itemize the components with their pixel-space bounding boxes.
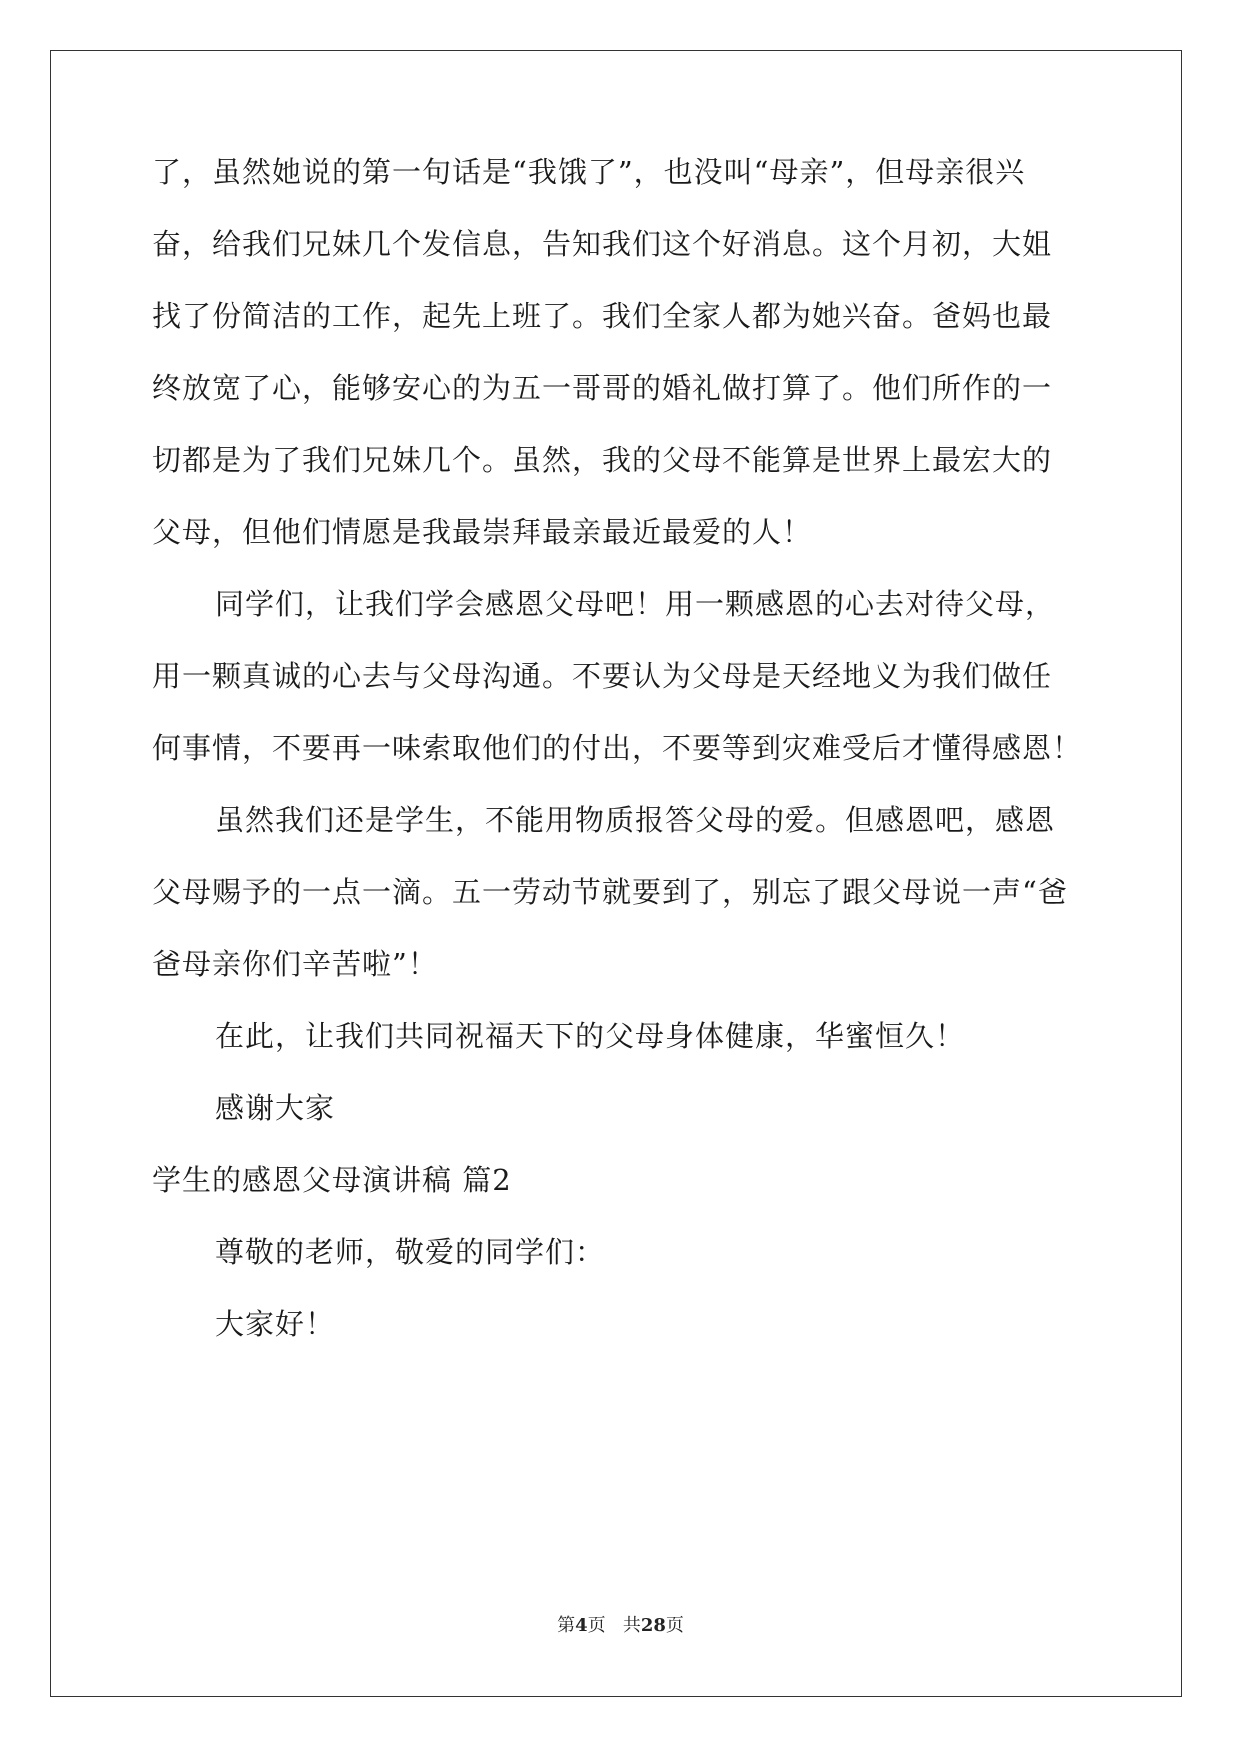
body-text-line: 在此，让我们共同祝福天下的父母身体健康，华蜜恒久！ — [215, 1019, 966, 1053]
page-footer — [0, 1614, 1241, 1638]
page-prefix: 第 — [557, 1615, 576, 1636]
body-text-line: 用一颗真诚的心去与父母沟通。不要认为父母是天经地义为我们做任 — [152, 659, 1053, 693]
body-text-line: 奋，给我们兄妹几个发信息，告知我们这个好消息。这个月初，大姐 — [152, 227, 1053, 261]
body-text-line: 父母，但他们情愿是我最崇拜最亲最近最爱的人！ — [152, 515, 813, 549]
body-text-line: 爸母亲你们辛苦啦”！ — [152, 947, 438, 981]
body-text-line: 了，虽然她说的第一句话是“我饿了”，也没叫“母亲”，但母亲很兴 — [152, 155, 1026, 189]
body-text-line: 尊敬的老师，敬爱的同学们： — [215, 1235, 606, 1269]
body-text-line: 终放宽了心，能够安心的为五一哥哥的婚礼做打算了。他们所作的一 — [152, 371, 1053, 405]
page-total: 28 — [640, 1615, 666, 1636]
body-text-line: 何事情，不要再一味索取他们的付出，不要等到灾难受后才懂得感恩！ — [152, 731, 1083, 765]
body-text-line: 虽然我们还是学生，不能用物质报答父母的爱。但感恩吧，感恩 — [215, 803, 1056, 837]
total-prefix: 共 — [622, 1615, 641, 1636]
body-text-line: 父母赐予的一点一滴。五一劳动节就要到了，别忘了跟父母说一声“爸 — [152, 875, 1068, 909]
body-text-line: 大家好！ — [215, 1307, 336, 1341]
body-text-line: 感谢大家 — [215, 1091, 336, 1125]
body-text-line: 同学们，让我们学会感恩父母吧！用一颗感恩的心去对待父母， — [215, 587, 1056, 621]
page-current: 4 — [575, 1615, 588, 1636]
total-suffix: 页 — [665, 1615, 684, 1636]
page-suffix: 页 — [587, 1615, 606, 1636]
section-heading: 学生的感恩父母演讲稿 篇2 — [152, 1163, 512, 1197]
body-text-line: 找了份简洁的工作，起先上班了。我们全家人都为她兴奋。爸妈也最 — [152, 299, 1053, 333]
body-text-line: 切都是为了我们兄妹几个。虽然，我的父母不能算是世界上最宏大的 — [152, 443, 1053, 477]
